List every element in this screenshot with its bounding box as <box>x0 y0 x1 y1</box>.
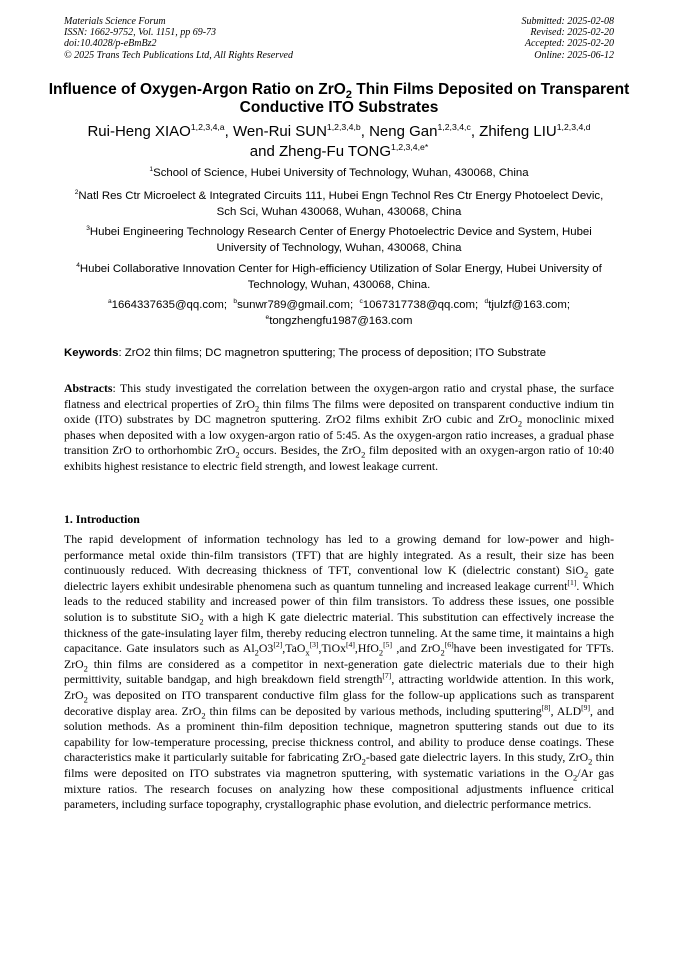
author-name: Neng Gan <box>369 123 438 140</box>
introduction-paragraph: The rapid development of information technology has led to a growing demand for low-power and high-performance metal oxide thin-film transistors (TFT) that are highly integrated. As a result, their size has been continuously reduced. With decreasing thickness of TFT, conventional low K (dielectric constant) SiO$_2$ gate dielectric layers exhibit undesirable phenomena such as quantum tunneling and increased leakage current[1]. Which leads to the reduced stability and increased power of thin film transistors. To address these issues, one possible solution is to substitute SiO$_2$ with a high K gate dielectric material. This substitution can effectively increase the thickness of the gate-insulating layer film, thereby reducing electron tunneling. At the same time, it maintains a high capacitance. Gate insulators such as $Al_2O3[2],TaO_x[3],TiOx[4],HfO_2[5]$ ,and ZrO$_2$[6]have been investigated for TFTs. ZrO$_2$ thin films are considered as a competitor in next-generation gate dielectric materials due to their high permittivity, suitable bandgap, and high breakdown field strength[7], attracting worldwide attention. In this work, ZrO$_2$ was deposited on ITO transparent conductive film glass for the follow-up applications such as transparent decorative display area. ZrO$_2$ thin films can be deposited by various methods, including sputtering[8], ALD[9], and solution methods. As a prominent thin-film deposition technique, magnetron sputtering stands out due to its capability for low-temperature processing, precise thickness control, and ability to produce dense coatings. These characteristics make it particularly suitable for fabricating ZrO$_2$-based gate dielectric layers. In this study, ZrO$_2$ thin films were deposited on ITO substrates via magnetron sputtering, with systematic variations in the $O_2/Ar$ gas mixture ratios. The research focuses on analyzing how these compositional adjustments influence critical parameters, including surface topography, crystallographic phase evolution, and dielectric performance metrics. <box>64 532 615 812</box>
citation[interactable]: [7] <box>382 671 392 681</box>
section-heading-introduction: 1. Introduction <box>64 512 140 526</box>
author-affil-marker: 1,2,3,4,e* <box>391 142 429 152</box>
dates-header <box>522 16 615 61</box>
journal-name: Materials Science Forum <box>64 16 166 27</box>
copyright-line: © 2025 Trans Tech Publications Ltd, All Rights Reserved <box>64 49 293 61</box>
affiliation-2: $^2$Natl Res Ctr Microelect & Integrated Circuits 111, Hubei Engn Technol Res Ctr Energy Photoelect Devic, Sch Sci, Wuhan 430068, Wuhan, 430068, China <box>74 189 604 218</box>
citation[interactable]: [5] <box>383 640 393 650</box>
author-affil-marker: 1,2,3,4,d <box>556 122 591 132</box>
journal-header <box>64 16 293 61</box>
citation[interactable]: [4] <box>345 640 355 650</box>
citation[interactable]: [2] <box>273 640 283 650</box>
paper-title: Influence of Oxygen-Argon Ratio on ZrO$_2$ Thin Films Deposited on Transparent Conductive ITO Substrates <box>48 81 630 116</box>
keywords-label: Keywords <box>64 347 119 359</box>
author-name: Zhifeng LIU <box>479 123 557 140</box>
affiliation-3: $^3$Hubei Engineering Technology Research Center of Energy Photoelectric Device and System, Hubei University of Technology, Wuhan, 430068, China <box>86 225 592 254</box>
author-name: Zheng-Fu TONG <box>279 143 391 160</box>
submitted-date: Submitted: 2025-02-08 <box>521 16 614 27</box>
citation[interactable]: [8] <box>541 702 551 712</box>
author-affil-marker: 1,2,3,4,b <box>326 122 361 132</box>
abstract: Abstracts: This study investigated the correlation between the oxygen-argon ratio and crystal phase, the surface flatness and electrical properties of ZrO$_2$ thin films The films were deposited on transparent conductive indium tin oxide (ITO) substrates by DC magnetron sputtering. ZrO2 films exhibit ZrO cubic and ZrO$_2$ monoclinic mixed phases when deposited with a low oxygen-argon ratio of 5:45. As the oxygen-argon ratio increases, a gradual phase transition ZrO to orthorhombic ZrO$_2$ occurs. Besides, the ZrO$_2$ film deposited with an oxygen-argon ratio of 10:40 exhibits highest resistance to electric field strength, and lowest leakage current. <box>64 381 614 473</box>
citation[interactable]: [6] <box>444 640 454 650</box>
issn-line: ISSN: 1662-9752, Vol. 1151, pp 69-73 <box>64 27 217 39</box>
citation[interactable]: [3] <box>309 640 319 650</box>
keywords-text: : ZrO2 thin films; DC magnetron sputtering; The process of deposition; ITO Substrate <box>118 347 547 359</box>
citation[interactable]: [9] <box>581 702 591 712</box>
author-affil-marker: 1,2,3,4,a <box>190 122 225 132</box>
author-name: Rui-Heng XIAO <box>87 123 191 140</box>
keywords <box>64 346 614 360</box>
affiliation-1: $^1$School of Science, Hubei University of Technology, Wuhan, 430068, China <box>149 166 529 179</box>
email-link[interactable]: tongzhengfu1987@163.com <box>269 314 413 327</box>
citation[interactable]: [1] <box>567 577 577 587</box>
revised-date: Revised: 2025-02-20 <box>530 27 614 39</box>
email-link[interactable]: 1067317738@qq.com <box>362 299 476 311</box>
online-date: Online: 2025-06-12 <box>534 49 614 61</box>
abstract-label: Abstracts <box>64 381 113 395</box>
affiliation-4: $^4$Hubei Collaborative Innovation Center for High-efficiency Utilization of Solar Energy, Hubei University of Technology, Wuhan, 430068, China. <box>76 262 602 291</box>
author-name: Wen-Rui SUN <box>233 123 327 140</box>
author-affil-marker: 1,2,3,4,c <box>437 122 471 132</box>
email-list: $^a$1664337635@qq.com; $^b$sunwr789@gmail.com; $^c$1067317738@qq.com; $^d$tjulzf@163.com; $^e$tongzhengfu1987@163.com <box>107 298 571 327</box>
email-link[interactable]: sunwr789@gmail.com <box>237 299 350 311</box>
authors-and: and <box>249 143 275 160</box>
email-link[interactable]: 1664337635@qq.com <box>111 299 224 311</box>
author-list: Rui-Heng XIAO$^{1,2,3,4,a}$, Wen-Rui SUN$^{1,2,3,4,b}$, Neng Gan$^{1,2,3,4,c}$, Zhifeng LIU$^{1,2,3,4,d}$ and Zheng-Fu $TONG^{1,2,3,4,e*}$ <box>87 122 591 160</box>
accepted-date: Accepted: 2025-02-20 <box>524 38 614 50</box>
email-link[interactable]: tjulzf@163.com <box>488 299 567 311</box>
doi-line: doi:10.4028/p-eBmBz2 <box>64 38 157 50</box>
